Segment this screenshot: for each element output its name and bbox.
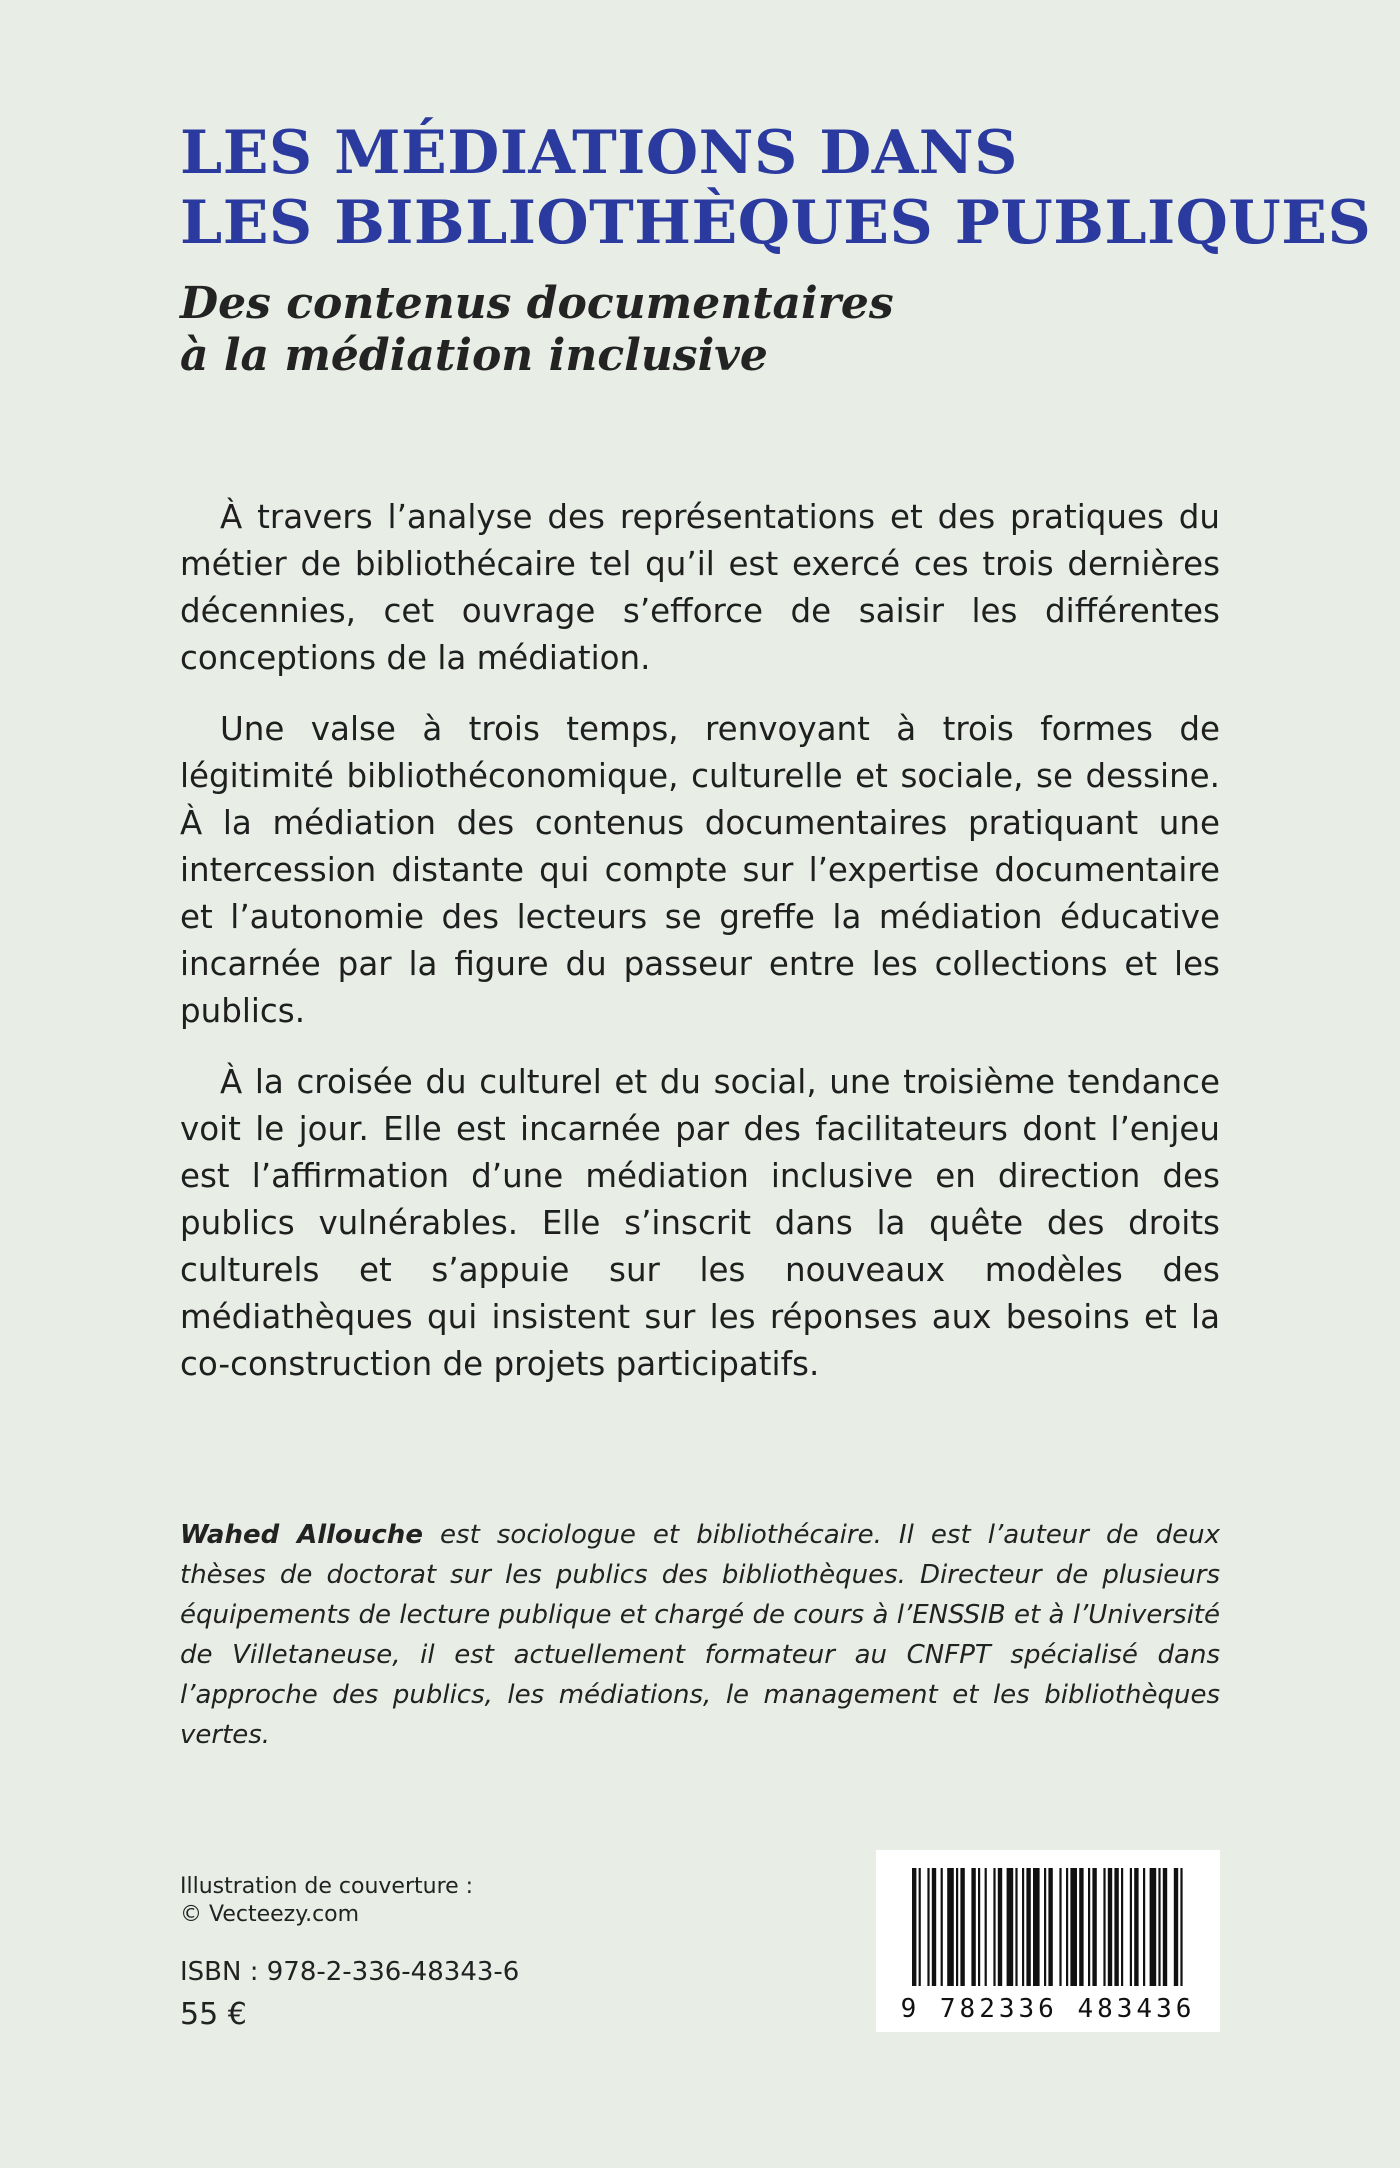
barcode-bar [1134,1868,1138,1986]
barcode-bar [1143,1868,1145,1986]
barcode-bar [1022,1868,1024,1986]
barcode-bar [1158,1868,1160,1986]
book-subtitle-line-1: Des contenus documentaires [180,278,894,329]
barcode-bar [1174,1868,1178,1986]
barcode-bar [1066,1868,1068,1986]
book-subtitle-line-2: à la médiation inclusive [180,330,768,381]
barcode-bar [932,1868,936,1986]
blurb-paragraph-1: À travers l’analyse des représentations et des pratiques du métier de bibliothécaire tel qu’il est exercé ces trois dernières décennies, cet ouvrage s’efforce de saisir les différentes conceptions de la médiation. [180,498,1220,677]
book-title [180,118,1372,258]
author-bio-text: est sociologue et bibliothécaire. Il est l’auteur de deux thèses de doctorat sur les publics des bibliothèques. Directeur de plusieurs équipements de lecture publique et chargé de cours à l’ENSSIB et à l’Université de Villetaneuse, il est actuellement formateur au CNFPT spécialisé dans l’approche des publics, les médiations, le management et les bibliothèques vertes. [180,1520,1220,1750]
barcode-bar [960,1868,964,1986]
barcode-bar [1026,1868,1030,1986]
barcode-bar [941,1868,943,1986]
barcode-bar [912,1868,916,1986]
barcode-bar [1163,1868,1167,1986]
barcode-bar [998,1868,1002,1986]
barcode-bar [1108,1868,1112,1986]
barcode-bar [1150,1868,1157,1986]
barcode-bar [927,1868,929,1986]
barcode-bar [1059,1868,1061,1986]
barcode-bar [1033,1868,1040,1986]
barcode-bar [993,1868,995,1986]
barcode-bar [919,1868,921,1986]
blurb-paragraph-2: Une valse à trois temps, renvoyant à trois formes de légitimité bibliothéconomique, culturelle et sociale, se dessine. À la médiation des contenus documentaires pratiquant une intercession distante qui compte sur l’expertise documentaire et l’autonomie des lecteurs se greffe la médiation éducative incarnée par la figure du passeur entre les collections et les publics. [180,710,1220,1030]
barcode-bar [1007,1868,1014,1986]
book-title-line-1: LES MÉDIATIONS DANS [180,118,1018,188]
publishing-info [180,1873,700,2035]
barcode [876,1850,1220,2032]
barcode-bar [985,1868,987,1986]
illustration-credit-label: Illustration de couverture : [180,1874,474,1899]
barcode-bar [1079,1868,1083,1986]
barcode-bar [1044,1868,1046,1986]
barcode-bar [1180,1868,1182,1986]
barcode-bar [1130,1868,1132,1986]
barcode-bar [1088,1868,1090,1986]
barcode-number: 9 782336 483436 [900,1994,1196,2024]
barcode-bar [1092,1868,1096,1986]
barcode-bar [1048,1868,1052,1986]
isbn: ISBN : 978-2-336-48343-6 [180,1957,520,1987]
barcode-bar [971,1868,975,1986]
barcode-bar [978,1868,980,1986]
book-title-line-2: LES BIBLIOTHÈQUES PUBLIQUES [180,188,1372,258]
price: 55 € [180,1997,247,2032]
barcode-bar [1114,1868,1118,1986]
blurb-paragraph-3: À la croisée du culturel et du social, une troisième tendance voit le jour. Elle est incarnée par des facilitateurs dont l’enjeu est l’affirmation d’une médiation inclusive en direction des publics vulnérables. Elle s’inscrit dans la quête des droits culturels et s’appuie sur les nouveaux modèles des médiathèques qui insistent sur les réponses aux besoins et la co-construction de projets participatifs. [180,1063,1220,1383]
barcode-bar [947,1868,954,1986]
barcode-bar [1103,1868,1105,1986]
illustration-credit-source: © Vecteezy.com [180,1902,360,1927]
barcode-bar [1015,1868,1017,1986]
blurb [180,494,1220,1412]
author-bio [180,1515,1220,1755]
book-subtitle [180,278,1280,382]
barcode-bar [1070,1868,1077,1986]
author-name: Wahed Allouche [180,1520,423,1550]
barcode-bar [956,1868,958,1986]
barcode-bar [1121,1868,1123,1986]
